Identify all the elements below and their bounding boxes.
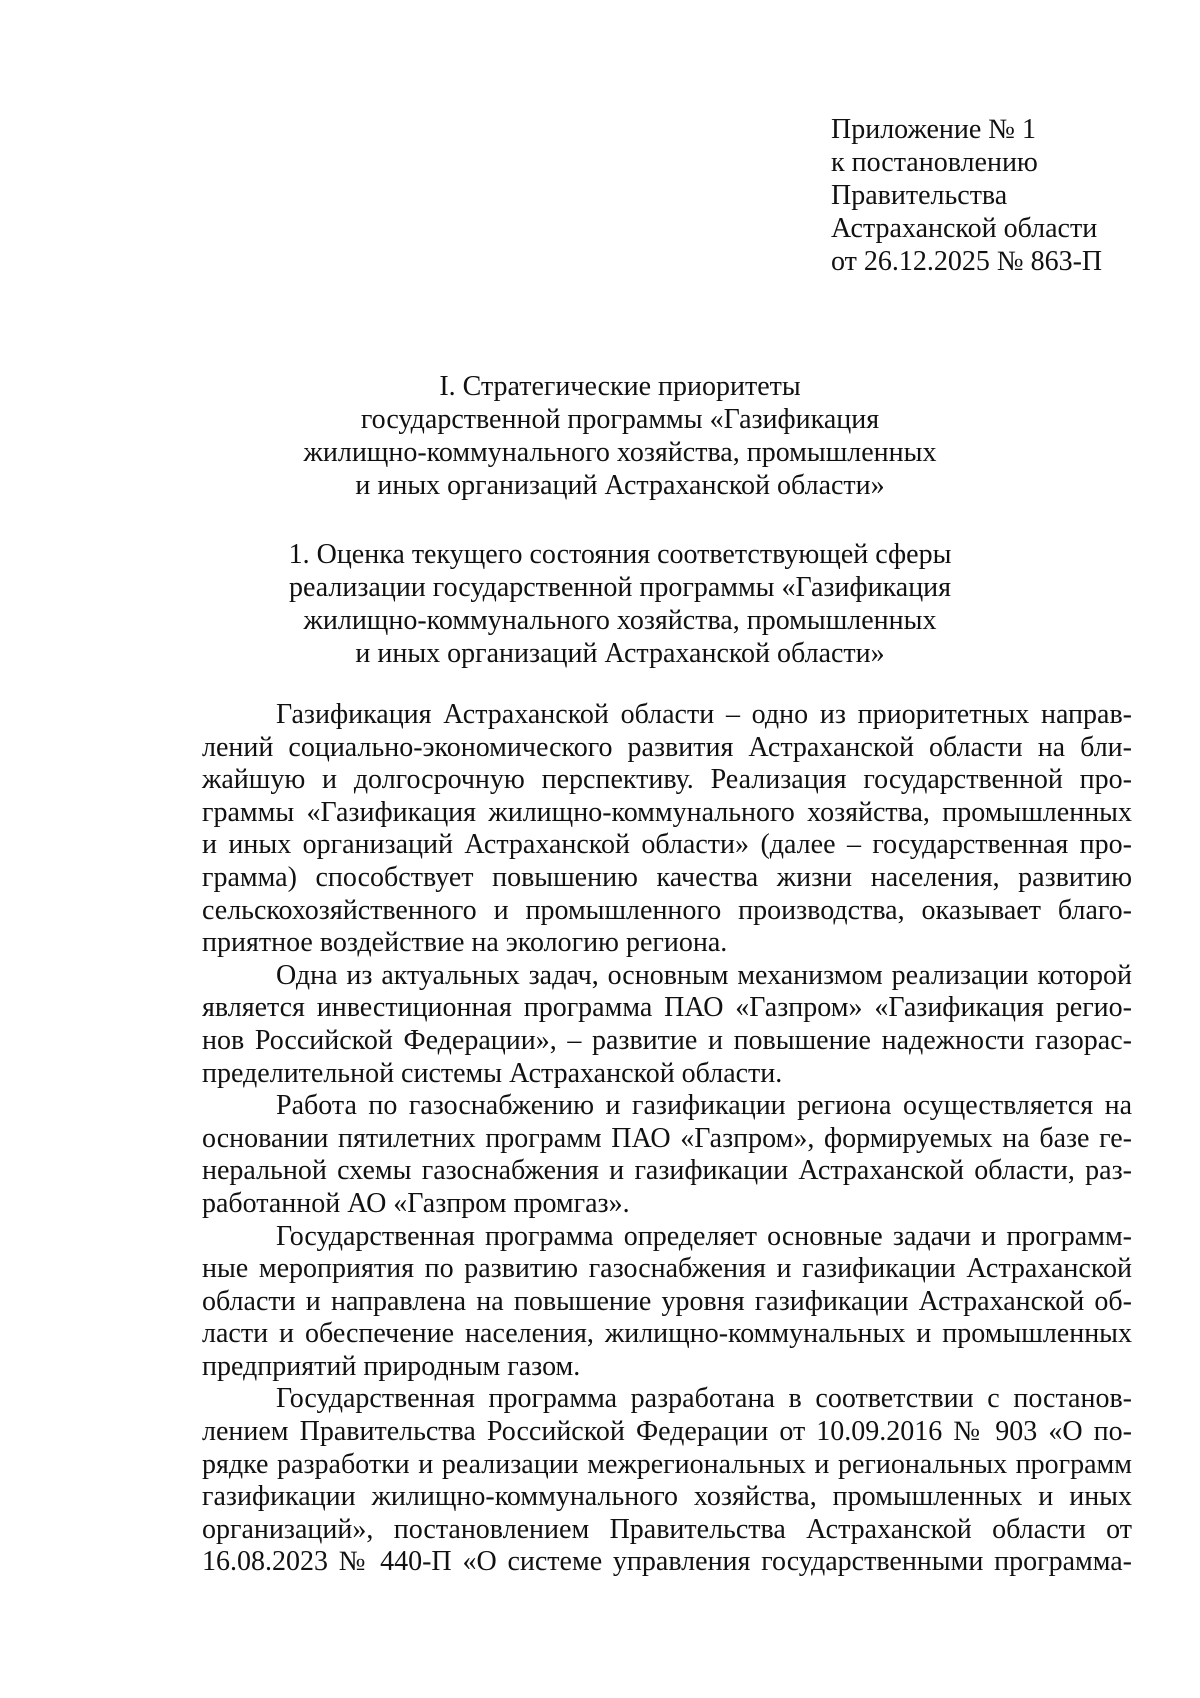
subsection-heading-line: реализации государственной программы «Газификация: [288, 572, 952, 603]
appendix-line: Приложение № 1: [831, 114, 1036, 145]
paragraph-line: области и направлена на повышение уровня газификации Астраханской об-: [202, 1285, 1132, 1317]
section-heading: [200, 370, 1040, 502]
appendix-line: от 26.12.2025 № 863-П: [831, 246, 1103, 277]
appendix-line: к постановлению: [831, 147, 1038, 178]
paragraph-line: предприятий природным газом.: [202, 1350, 581, 1382]
paragraph-line: Работа по газоснабжению и газификации региона осуществляется на: [276, 1090, 1132, 1122]
paragraph-line: сельскохозяйственного и промышленного производства, оказывает благо-: [202, 894, 1132, 926]
paragraph-line: нов Российской Федерации», – развитие и повышение надежности газорас-: [202, 1024, 1132, 1056]
paragraph: [202, 1383, 1132, 1579]
paragraph-line: Государственная программа разработана в соответствии с постанов-: [276, 1383, 1132, 1415]
section-heading-line: государственной программы «Газификация: [360, 404, 880, 435]
paragraph-line: ные мероприятия по развитию газоснабжения и газификации Астраханской: [202, 1253, 1132, 1285]
paragraph-line: 16.08.2023 № 440-П «О системе управления государственными программа-: [202, 1546, 1132, 1578]
paragraph-line: неральной схемы газоснабжения и газификации Астраханской области, раз-: [202, 1155, 1132, 1187]
paragraph-line: ласти и обеспечение населения, жилищно-коммунальных и промышленных: [202, 1318, 1132, 1350]
paragraph-line: пределительной системы Астраханской области.: [202, 1057, 783, 1089]
paragraph: [202, 699, 1132, 960]
paragraph: [202, 1090, 1132, 1220]
section-heading-line: I. Стратегические приоритеты: [439, 371, 801, 402]
paragraph: [202, 960, 1132, 1090]
paragraph-line: Государственная программа определяет основные задачи и программ-: [276, 1220, 1132, 1252]
paragraph-line: Одна из актуальных задач, основным механизмом реализации которой: [276, 959, 1132, 991]
section-heading-line: и иных организаций Астраханской области»: [355, 470, 885, 501]
paragraph-line: граммы «Газификация жилищно-коммунального хозяйства, промышленных: [202, 796, 1132, 828]
paragraph-line: рядке разработки и реализации межрегиональных и региональных программ: [202, 1448, 1132, 1480]
paragraph-line: грамма) способствует повышению качества жизни населения, развитию: [202, 861, 1132, 893]
subsection-heading-line: 1. Оценка текущего состояния соответствующей сферы: [288, 539, 952, 570]
paragraph-line: лений социально-экономического развития Астраханской области на бли-: [202, 731, 1132, 763]
subsection-heading-line: жилищно-коммунального хозяйства, промышленных: [303, 605, 937, 636]
appendix-line: Правительства: [831, 180, 1008, 211]
paragraph-line: газификации жилищно-коммунального хозяйства, промышленных и иных: [202, 1481, 1132, 1513]
paragraph-line: жайшую и долгосрочную перспективу. Реализация государственной про-: [202, 764, 1132, 796]
paragraph-line: является инвестиционная программа ПАО «Газпром» «Газификация регио-: [202, 992, 1132, 1024]
paragraph-line: работанной АО «Газпром промгаз».: [202, 1187, 630, 1219]
appendix-block: [831, 113, 1161, 278]
subsection-heading: [200, 538, 1040, 670]
paragraph-line: и иных организаций Астраханской области» (далее – государственная про-: [202, 829, 1132, 861]
paragraph-line: Газификация Астраханской области – одно из приоритетных направ-: [276, 699, 1132, 730]
paragraph-line: организаций», постановлением Правительства Астраханской области от: [202, 1513, 1132, 1545]
subsection-heading-line: и иных организаций Астраханской области»: [355, 638, 885, 669]
paragraph-line: основании пятилетних программ ПАО «Газпром», формируемых на базе ге-: [202, 1122, 1132, 1154]
paragraph-line: лением Правительства Российской Федерации от 10.09.2016 № 903 «О по-: [202, 1416, 1132, 1448]
section-heading-line: жилищно-коммунального хозяйства, промышленных: [303, 437, 937, 468]
body-text: [202, 699, 1132, 1579]
paragraph: [202, 1221, 1132, 1384]
appendix-line: Астраханской области: [831, 213, 1098, 244]
paragraph-line: приятное воздействие на экологию региона.: [202, 927, 728, 959]
